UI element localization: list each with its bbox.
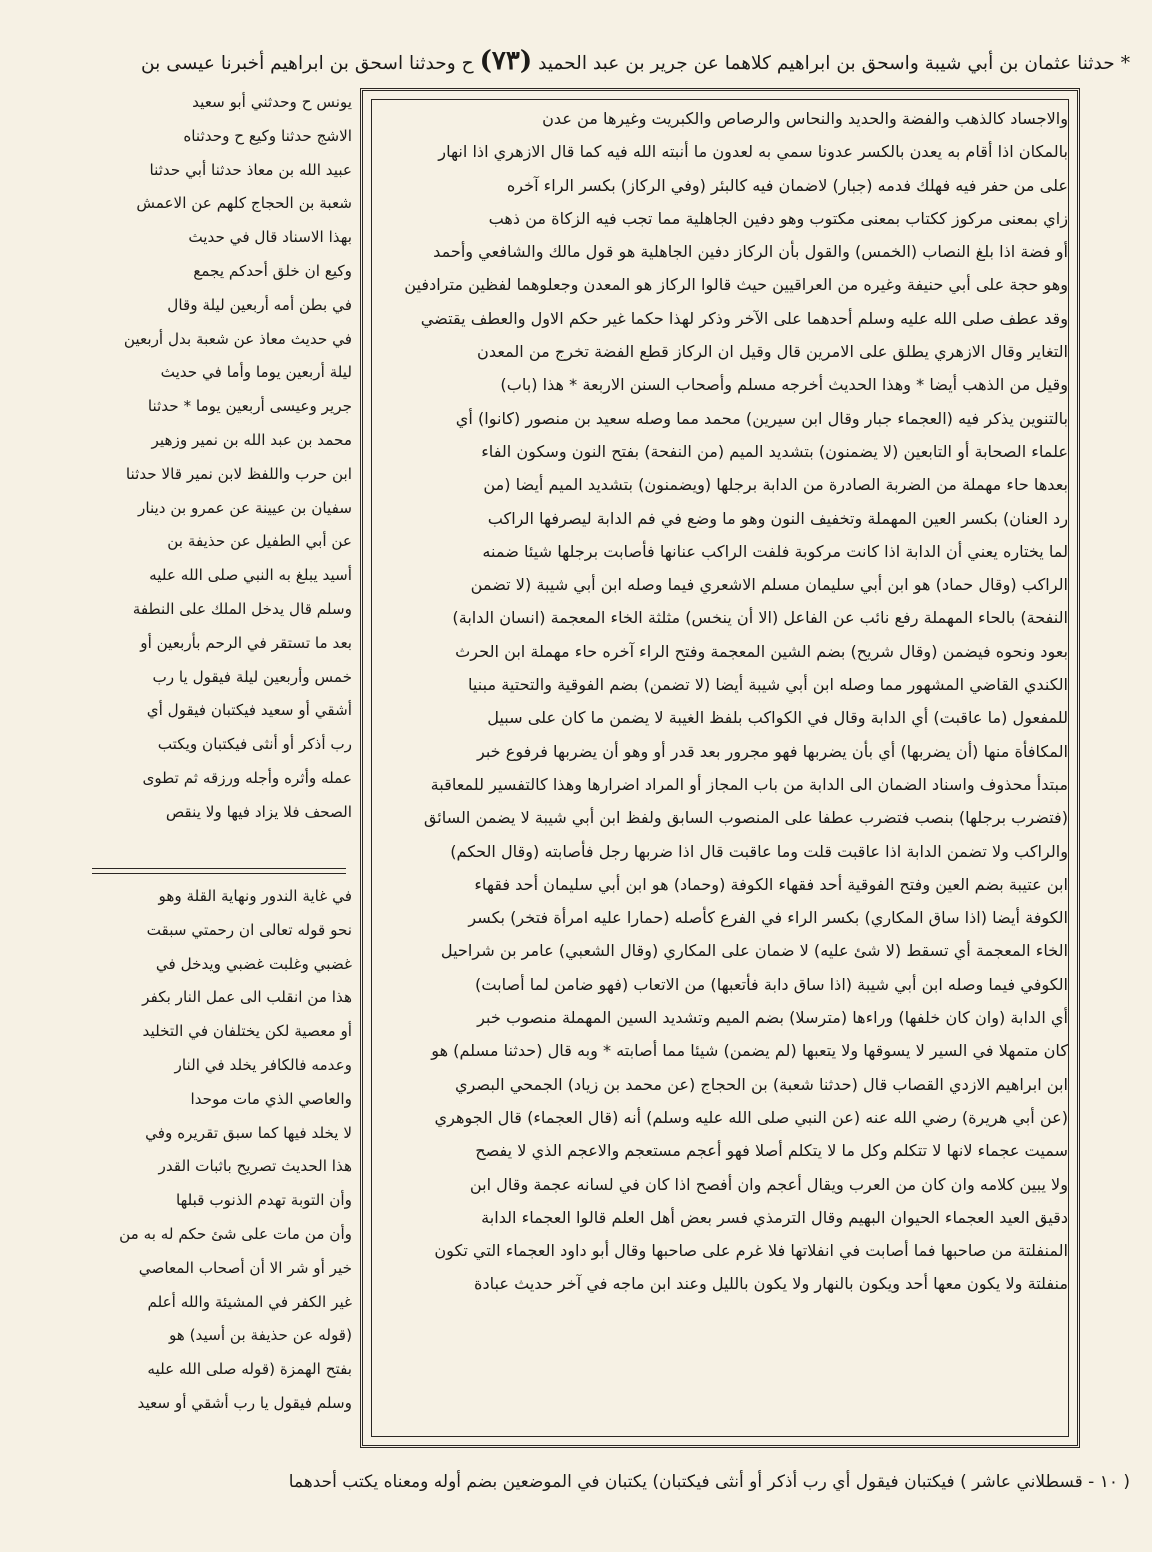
commentary-line: الخاء المعجمة أي تسقط (لا شئ عليه) لا ضمان على المكاري (وقال الشعبي) عامر بن شراحيل — [440, 941, 1068, 961]
page-number: (٧٣) — [479, 46, 533, 76]
note-line: غير الكفر في المشيئة والله أعلم — [147, 1292, 352, 1311]
note-line: خير أو شر الا أن أصحاب المعاصي — [138, 1258, 352, 1277]
hadith-line: وكيع ان خلق أحدكم يجمع — [193, 261, 352, 280]
hadith-line: بهذا الاسناد قال في حديث — [188, 228, 352, 247]
note-line: وعدمه فالكافر يخلد في النار — [174, 1055, 352, 1074]
commentary-line: منفلتة ولا يكون معها أحد ويكون بالنهار ولا يكون بالليل وعند ابن ماجه في آخر حديث عبادة — [474, 1274, 1068, 1294]
commentary-line: للمفعول (ما عاقبت) أي الدابة وقال في الكواكب بلفظ الغيبة لا يضمن ما كان على سبيل — [487, 708, 1068, 728]
commentary-line: المنفلتة من صاحبها فما أصابت في انفلاتها فلا غرم على صاحبها وقال أبو داود العجماء التي تكون — [434, 1241, 1068, 1261]
commentary-line: رد العنان) بكسر العين المهملة وتخفيف النون وهو ما وضع في فم الدابة ليصرفها الراكب — [487, 508, 1068, 528]
hadith-line: شعبة بن الحجاج كلهم عن الاعمش — [136, 194, 352, 213]
footer-signature: ( ١٠ - قسطلاني عاشر ) — [960, 1472, 1130, 1492]
commentary-line: ولا يبين كلامه وان كان من العرب ويقال أعجم وان أفصح اذا كان في لسانه عجمة وقال ابن — [469, 1174, 1068, 1194]
hadith-line: خمس وأربعين ليلة فيقول يا رب — [152, 667, 352, 686]
commentary-text — [372, 102, 1068, 1436]
commentary-line: بعود ونحوه فيضمن (وقال شريح) بضم الشين المعجمة وفتح الراء آخره حاء مهملة ابن الحرث — [455, 641, 1068, 661]
hadith-line: في بطن أمه أربعين ليلة وقال — [167, 295, 352, 314]
commentary-line: والاجساد كالذهب والفضة والحديد والنحاس والرصاص والكبريت وغيرها من عدن — [542, 109, 1068, 128]
hadith-line: بعد ما تستقر في الرحم بأربعين أو — [140, 633, 352, 652]
commentary-line: كان متمهلا في السير لا يسوقها ولا يتعبها (لم يضمن) شيئا مما أصابته * وبه قال (حدثنا مسلم) هو — [431, 1041, 1068, 1061]
note-line: نحو قوله تعالى ان رحمتي سبقت — [146, 920, 352, 939]
page-footer — [40, 1462, 1130, 1502]
nawawi-notes-column — [86, 880, 352, 1460]
commentary-line: وهو حجة على أبي حنيفة وغيره من العراقيين حيث قالوا الركاز هو المعدن وجعلوهما لفظين مترادفين — [404, 275, 1068, 295]
commentary-line: لما يختاره يعني أن الدابة اذا كانت مركوبة فلفت الراكب عنانها فأصابت برجلها شيئا ضمنه — [482, 541, 1068, 561]
commentary-line: أو فضة اذا بلغ النصاب (الخمس) والقول بأن الركاز دفين الجاهلية هو قول مالك والشافعي وأحمد — [433, 242, 1068, 262]
commentary-line: والراكب ولا تضمن الدابة اذا عاقبت قلت وما عاقبت قال اذا ضربها رجل فأصابته (وقال الحكم) — [450, 841, 1068, 861]
note-line: في غاية الندور ونهاية القلة وهو — [158, 887, 352, 905]
commentary-line: سميت عجماء لانها لا تتكلم وكل ما لا يتكلم أصلا فهو أعجم مستعجم والاعجم الذي لا يفصح — [475, 1141, 1068, 1161]
note-line: هذا من انقلب الى عمل النار بكفر — [142, 988, 352, 1007]
hadith-line: عبيد الله بن معاذ حدثنا أبي حدثنا — [149, 160, 352, 179]
hadith-line: يونس ح وحدثني أبو سعيد — [192, 93, 352, 111]
commentary-line: الكندي القاضي المشهور مما وصله ابن أبي شيبة أيضا (لا تضمن) بضم الفوقية والتحتية مبنيا — [468, 675, 1068, 695]
commentary-line: التغاير وقال الازهري يطلق على الامرين قال وقيل ان الركاز قطع الفضة تخرج من المعدن — [477, 342, 1068, 362]
note-line: غضبي وغلبت غضبي ويدخل في — [155, 954, 352, 973]
hadith-line: وسلم قال يدخل الملك على النطفة — [132, 599, 352, 618]
note-line: (قوله عن حذيفة بن أسيد) هو — [168, 1326, 352, 1345]
commentary-line: مبتدأ محذوف واسناد الضمان الى الدابة من باب المجاز أو المراد اضرارها وهذا كالتفسير للمعاقبة — [430, 774, 1068, 794]
note-line: والعاصي الذي مات موحدا — [190, 1089, 352, 1108]
commentary-line: وقد عطف صلى الله عليه وسلم أحدهما على الآخر وذكر لهذا حكما غير حكم الاول والعطف يقتضي — [420, 308, 1068, 328]
hadith-line: سفيان بن عيينة عن عمرو بن دينار — [138, 498, 352, 517]
hadith-line: عمله وأثره وأجله ورزقه ثم تطوى — [142, 768, 352, 787]
hadith-line: محمد بن عبد الله بن نمير وزهير — [151, 430, 352, 449]
commentary-line: ابن ابراهيم الازدي القصاب قال (حدثنا شعبة) بن الحجاج (عن محمد بن زياد) الجمحي البصري — [454, 1074, 1068, 1094]
commentary-line: الراكب (وقال حماد) هو ابن أبي سليمان مسلم الاشعري فيما وصله ابن أبي شيبة (لا تضمن — [470, 575, 1068, 595]
hadith-text-column — [86, 86, 352, 856]
note-line: هذا الحديث تصريح باثبات القدر — [158, 1157, 352, 1176]
note-line: وأن التوبة تهدم الذنوب قبلها — [176, 1191, 352, 1210]
commentary-line: (عن أبي هريرة) رضي الله عنه (عن النبي صلى الله عليه وسلم) أنه (قال العجماء) قال الجوهري — [434, 1107, 1068, 1127]
note-line: أو معصية لكن يختلفان في التخليد — [142, 1022, 352, 1041]
commentary-line: زاي بمعنى مركوز ككتاب بمعنى مكتوب وهو دفين الجاهلية مما تجب فيه الزكاة من ذهب — [488, 208, 1068, 228]
commentary-line: علماء الصحابة أو التابعين (لا يضمنون) بتشديد الميم (من النفحة) بفتح النون وسكون الفاء — [481, 441, 1068, 461]
hadith-line: عن أبي الطفيل عن حذيفة بن — [167, 532, 352, 551]
commentary-line: بعدها حاء مهملة من الضربة الصادرة من الدابة برجلها (ويضمنون) بتشديد الميم أيضا (من — [483, 475, 1068, 495]
hadith-line: ابن حرب واللفظ لابن نمير قالا حدثنا — [125, 464, 352, 483]
commentary-line: الكوفة أيضا (اذا ساق المكاري) بكسر الراء في الفرع كأصله (حمارا عليه امرأة فتخر) بكسر — [468, 908, 1068, 928]
hadith-line: جرير وعيسى أربعين يوما * حدثنا — [147, 397, 352, 416]
commentary-line: وقيل من الذهب أيضا * وهذا الحديث أخرجه مسلم وأصحاب السنن الاربعة * هذا (باب) — [500, 375, 1068, 395]
commentary-line: المكافأة منها (أن يضربها) أي بأن يضربها فهو مجرور بعد قدر أو وهو أن يضربها فرفوع خبر — [476, 741, 1068, 761]
commentary-line: ابن عتيبة بضم العين وفتح الفوقية أحد فقهاء الكوفة (وحماد) هو ابن أبي سليمان أحد فقهاء — [474, 874, 1068, 894]
hadith-line: ليلة أربعين يوما وأما في حديث — [160, 363, 352, 382]
hadith-line: الاشج حدثنا وكيع ح وحدثناه — [183, 126, 352, 145]
note-line: وأن من مات على شئ حكم له به من — [119, 1224, 352, 1243]
commentary-line: أي الدابة (وان كان خلفها) وراءها (مترسلا) بضم الميم وتشديد السين المهملة منصوب خبر — [477, 1008, 1068, 1028]
commentary-line: دقيق العيد العجماء الحيوان البهيم وقال الترمذي فسر بعض أهل العلم قالوا العجماء الدابة — [481, 1207, 1068, 1227]
note-line: وسلم فيقول يا رب أشقي أو سعيد — [137, 1393, 352, 1412]
commentary-line: على من حفر فيه فهلك فدمه (جبار) لاضمان فيه كالبئر (وفي الركاز) بكسر الراء آخره — [506, 175, 1068, 195]
note-line: بفتح الهمزة (قوله صلى الله عليه — [147, 1360, 352, 1379]
hadith-line: أسيد يبلغ به النبي صلى الله عليه — [149, 566, 352, 585]
commentary-line: بالتنوين يذكر فيه (العجماء جبار وقال ابن سيرين) محمد مما وصله سعيد بن منصور (كانوا) أي — [455, 408, 1068, 428]
column-divider — [92, 868, 346, 874]
hadith-line: أشقي أو سعيد فيكتبان فيقول أي — [146, 701, 352, 720]
hadith-line: الصحف فلا يزاد فيها ولا ينقص — [165, 802, 352, 821]
hadith-line: رب أذكر أو أنثى فيكتبان ويكتب — [157, 735, 352, 754]
commentary-line: بالمكان اذا أقام به يعدن بالكسر عدونا سمي به لعدون ما أنبته الله فيه كما قال الازهري اذا انهار — [438, 142, 1068, 162]
commentary-line: الكوفي فيما وصله ابن أبي شيبة (اذا ساق دابة فأتعبها) من الاتعاب (فهو ضامن لما أصابت) — [475, 974, 1068, 994]
note-line: لا يخلد فيها كما سبق تقريره وفي — [145, 1123, 352, 1142]
commentary-line: النفحة) بالحاء المهملة رفع نائب عن الفاعل (الا أن ينخس) مثلثة الخاء المعجمة (انسان الدابة) — [452, 608, 1068, 628]
footer-text: فيكتبان فيقول أي رب أذكر أو أنثى فيكتبان) يكتبان في الموضعين بضم أوله ومعناه يكتب أحدهما — [288, 1472, 955, 1492]
header-text-after: ح وحدثنا اسحق بن ابراهيم أخبرنا عيسى بن — [140, 53, 474, 74]
header-text-before: * حدثنا عثمان بن أبي شيبة واسحق بن ابراهيم كلاهما عن جرير بن عبد الحميد — [538, 53, 1130, 74]
hadith-line: في حديث معاذ عن شعبة بدل أربعين — [123, 329, 352, 348]
commentary-line: (فتضرب برجلها) بنصب فتضرب عطفا على المنصوب السابق ولفظ ابن أبي شيبة لا يضمن السائق — [423, 808, 1068, 828]
page-header — [40, 38, 1130, 84]
